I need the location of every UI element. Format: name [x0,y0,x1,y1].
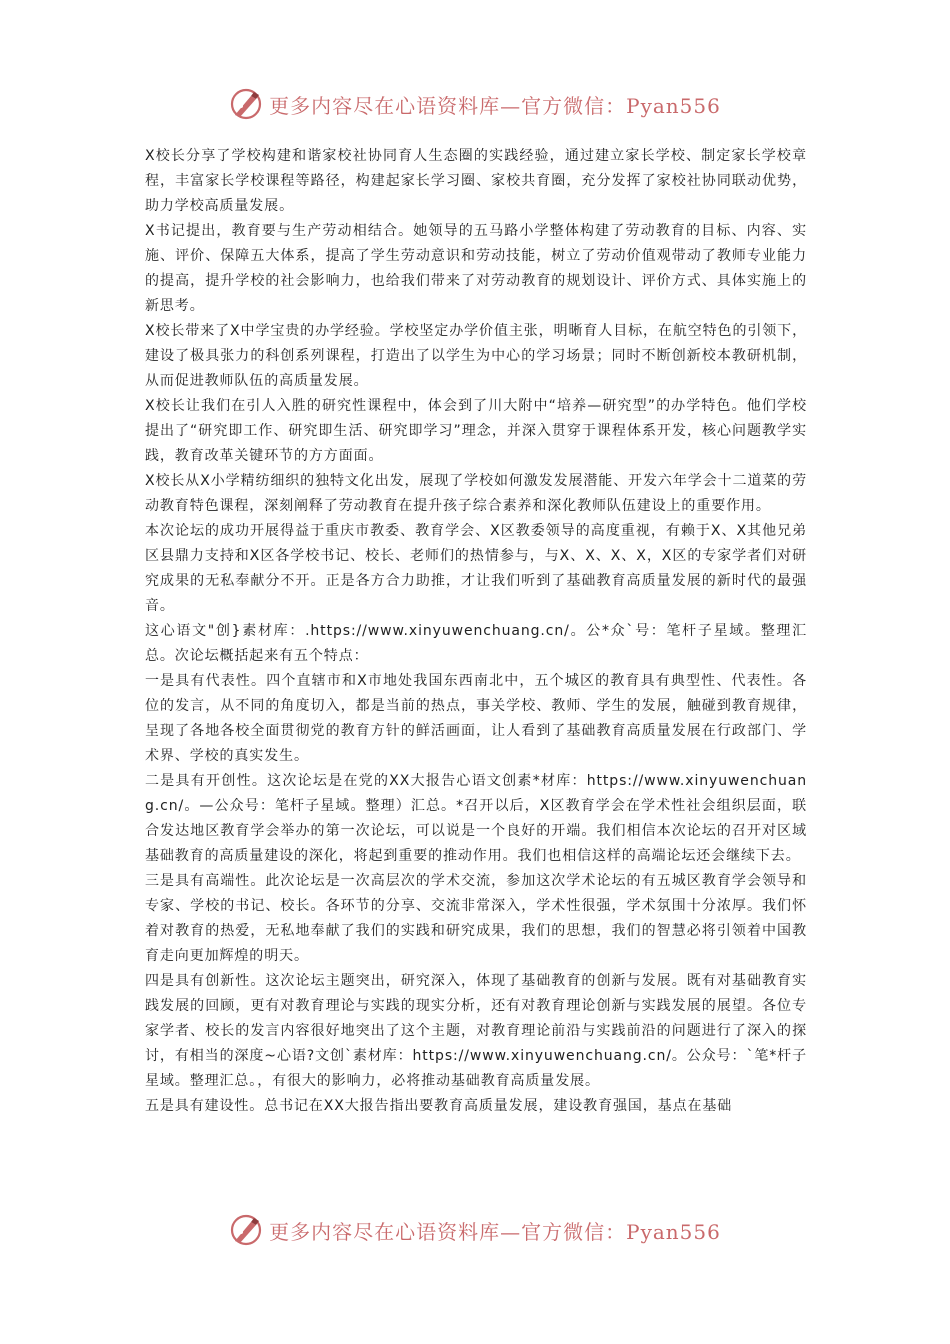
paragraph-5: X校长从X小学精纺细织的独特文化出发，展现了学校如何激发发展潜能、开发六年学会十二道菜的劳动教育特色课程，深刻阐释了劳动教育在提升孩子综合素养和深化教师队伍建设上的重要作用。 [145,473,807,514]
paragraph-9: 二是具有开创性。这次论坛是在党的XX大报告心语文创素*材库：https://www.xinyuwenchuang.cn/。—公众号：笔杆子星域。整理）汇总。*召开以后，X区教育学会在学术性社会组织层面，联合发达地区教育学会举办的第一次论坛，可以说是一个良好的开端。我们相信本次论坛的召开对区域基础教育的高质量建设的深化，将起到重要的推动作用。我们也相信这样的高端论坛还会继续下去。 [145,773,807,864]
paragraph-8: 一是具有代表性。四个直辖市和X市地处我国东西南北中，五个城区的教育具有典型性、代表性。各位的发言，从不同的角度切入，都是当前的热点，事关学校、教师、学生的发展，触碰到教育规律，呈现了各地各校全面贯彻党的教育方针的鲜活画面，让人看到了基础教育高质量发展在行政部门、学术界、学校的真实发生。 [145,673,807,764]
paragraph-4: X校长让我们在引人入胜的研究性课程中，体会到了川大附中“培养—研究型”的办学特色。他们学校提出了“研究即工作、研究即生活、研究即学习”理念，并深入贯穿于课程体系开发，核心问题教学实践，教育改革关键环节的方方面面。 [145,398,807,464]
paragraph-7: 这心语文"创}素材库：.https://www.xinyuwenchuang.cn/。公*众`号：笔杆子星域。整理汇总。次论坛概括起来有五个特点： [145,623,807,664]
paragraph-3: X校长带来了X中学宝贵的办学经验。学校坚定办学价值主张，明晰育人目标，在航空特色的引领下，建设了极具张力的科创系列课程，打造出了以学生为中心的学习场景；同时不断创新校本教研机制，从而促进教师队伍的高质量发展。 [145,323,807,389]
paragraph-6: 本次论坛的成功开展得益于重庆市教委、教育学会、X区教委领导的高度重视，有赖于X、X其他兄弟区县鼎力支持和X区各学校书记、校长、老师们的热情参与，与X、X、X、X，X区的专家学者们对研究成果的无私奉献分不开。正是各方合力助推，才让我们听到了基础教育高质量发展的新时代的最强音。 [145,523,807,614]
paragraph-2: X书记提出，教育要与生产劳动相结合。她领导的五马路小学整体构建了劳动教育的目标、内容、实施、评价、保障五大体系，提高了学生劳动意识和劳动技能，树立了劳动价值观带动了教师专业能力的提高，提升学校的社会影响力，也给我们带来了对劳动教育的规划设计、评价方式、具体实施上的新思考。 [145,223,807,314]
document-body [145,144,807,1119]
paragraph-12: 五是具有建设性。总书记在XX大报告指出要教育高质量发展，建设教育强国，基点在基础 [145,1098,733,1114]
paragraph-10: 三是具有高端性。此次论坛是一次高层次的学术交流，参加这次学术论坛的有五城区教育学会领导和专家、学校的书记、校长。各环节的分享、交流非常深入，学术性很强，学术氛围十分浓厚。我们怀着对教育的热爱，无私地奉献了我们的实践和研究成果，我们的思想，我们的智慧必将引领着中国教育走向更加辉煌的明天。 [145,873,807,964]
pen-logo-icon [229,1213,263,1247]
footer-banner-text: 更多内容尽在心语资料库—官方微信：Pyan556 [269,1219,721,1244]
header-banner [0,84,950,124]
footer-banner [0,1210,950,1250]
paragraph-11: 四是具有创新性。这次论坛主题突出，研究深入，体现了基础教育的创新与发展。既有对基础教育实践发展的回顾，更有对教育理论与实践的现实分析，还有对教育理论创新与实践发展的展望。各位专家学者、校长的发言内容很好地突出了这个主题，对教育理论前沿与实践前沿的问题进行了深入的探讨，有相当的深度~心语?文创`素材库：https://www.xinyuwenchuang.cn/。公众号：`笔*杆子星域。整理汇总。，有很大的影响力，必将推动基础教育高质量发展。 [145,973,807,1089]
pen-logo-icon [229,87,263,121]
paragraph-1: X校长分享了学校构建和谐家校社协同育人生态圈的实践经验，通过建立家长学校、制定家长学校章程，丰富家长学校课程等路径，构建起家长学习圈、家校共育圈，充分发挥了家校社协同联动优势，助力学校高质量发展。 [145,148,807,214]
header-banner-text: 更多内容尽在心语资料库—官方微信：Pyan556 [269,93,721,118]
